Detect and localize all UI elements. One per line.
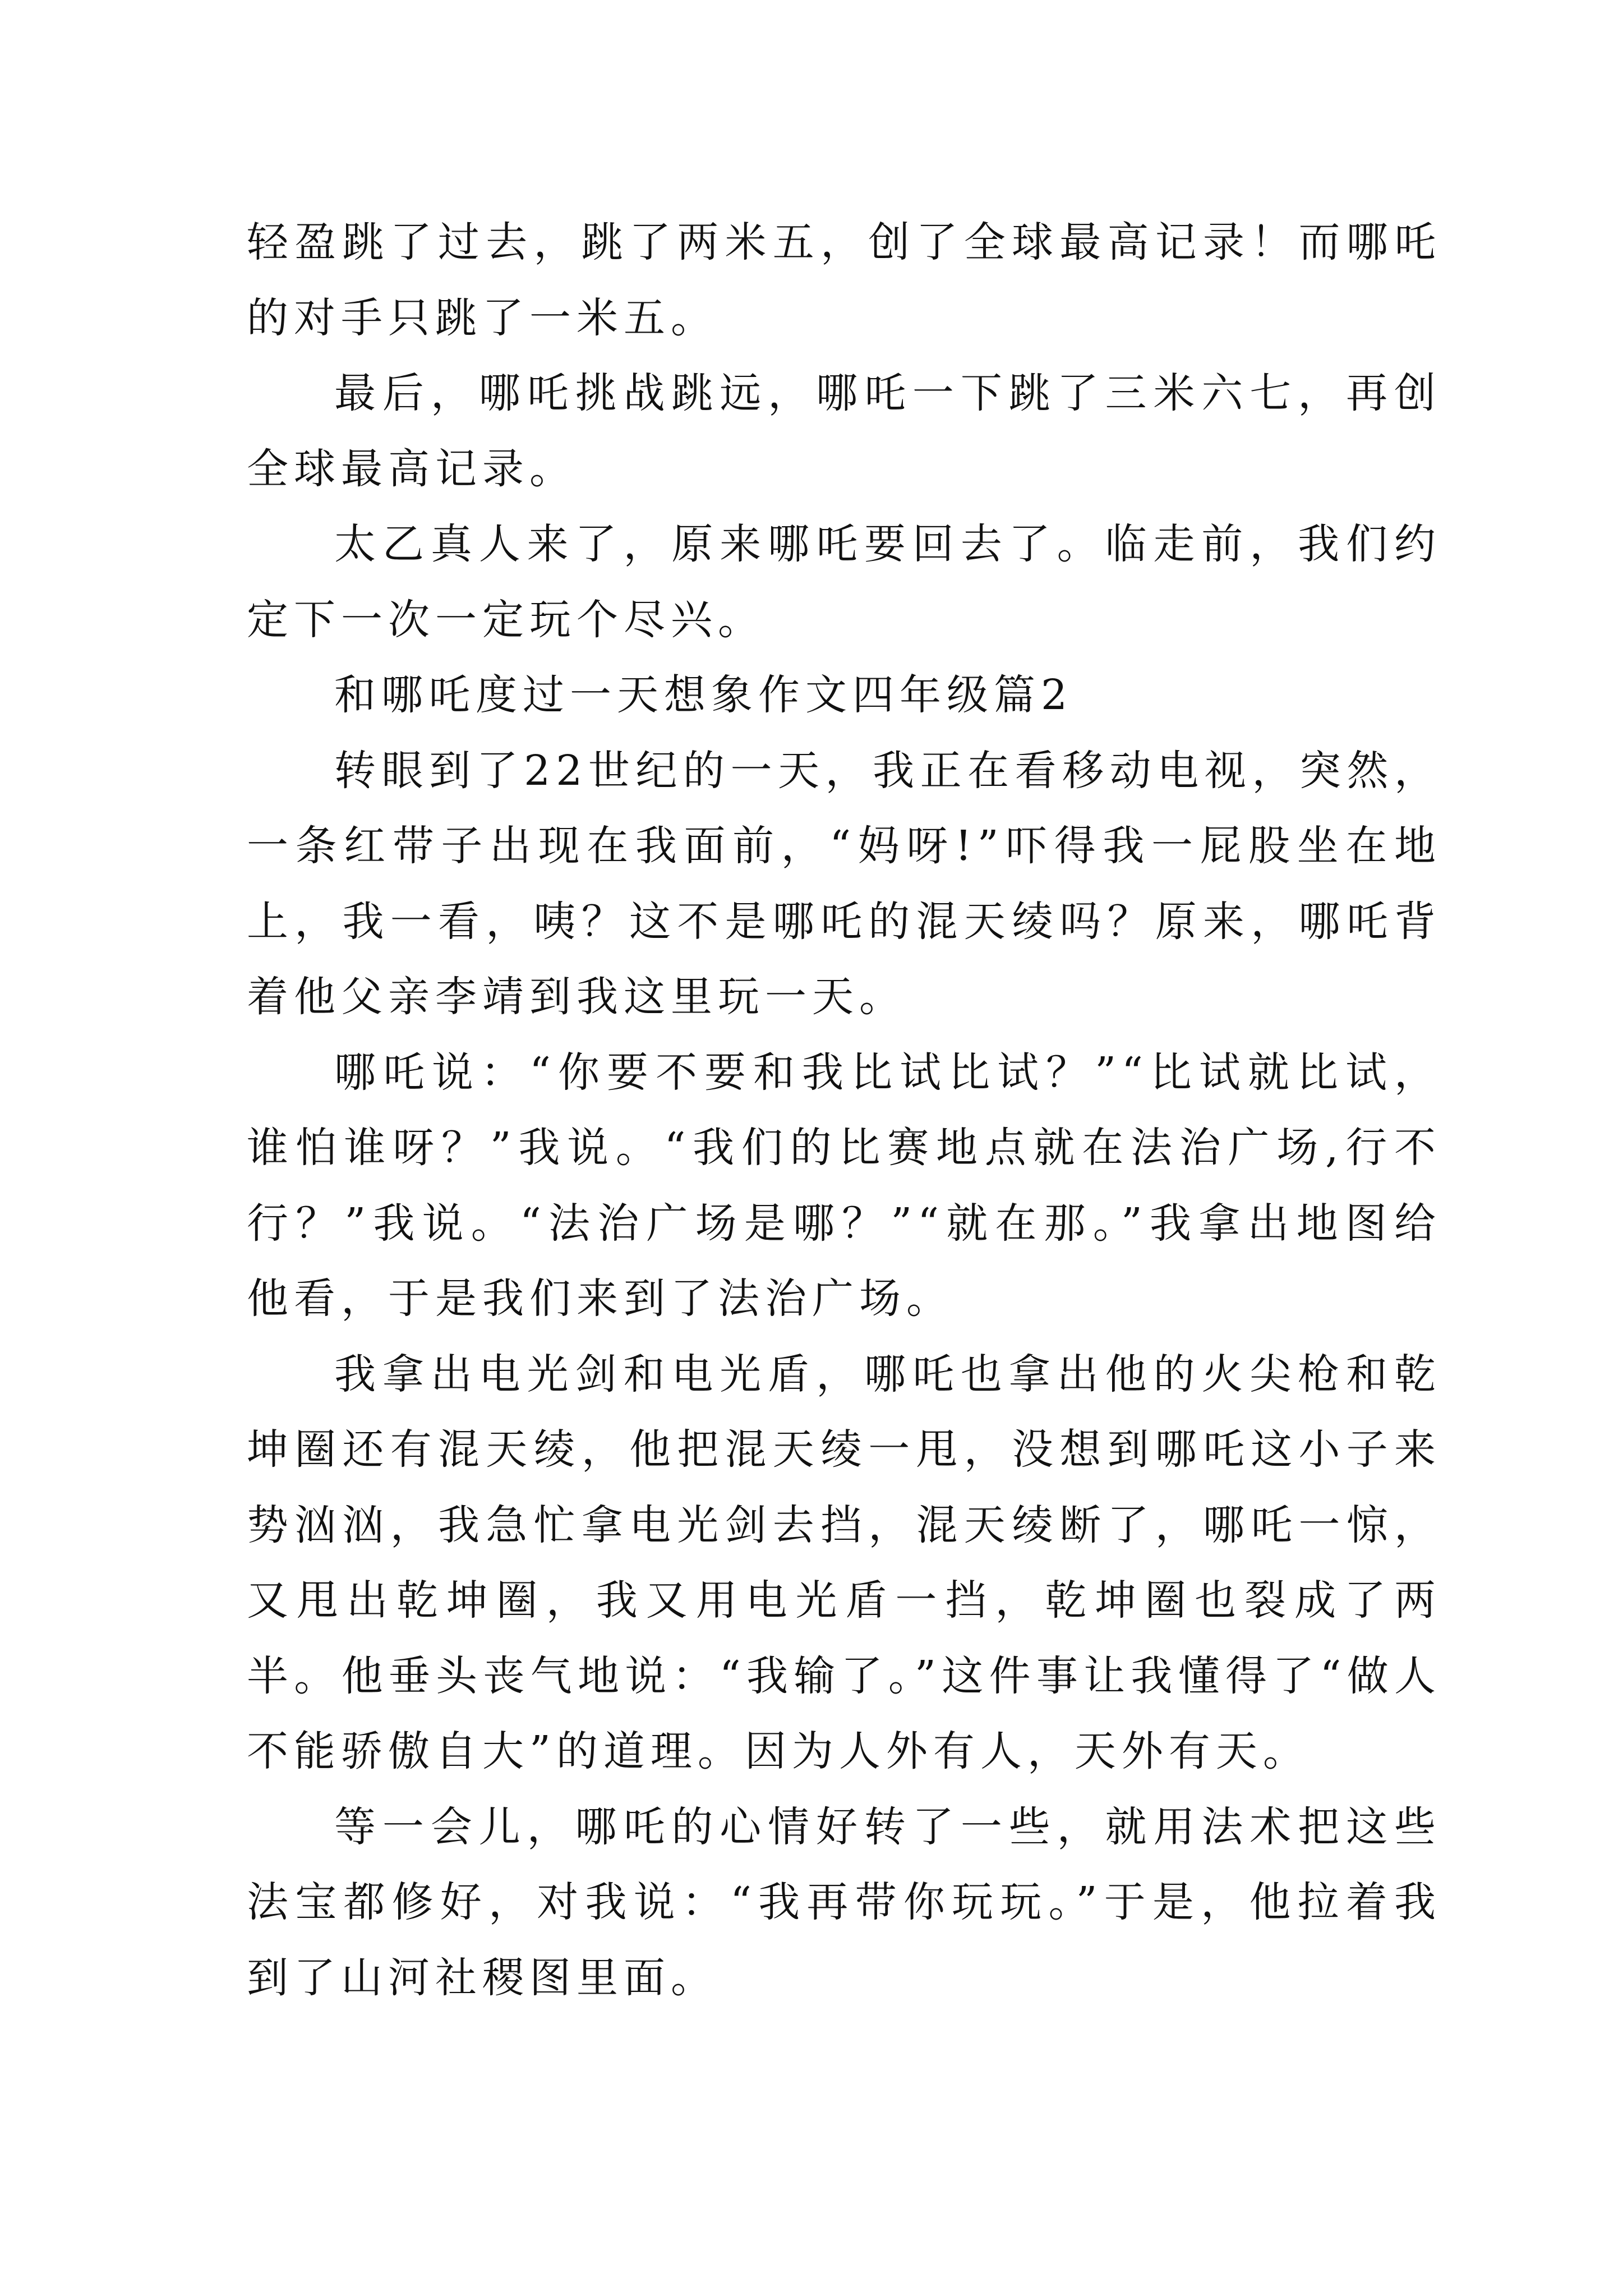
section-heading: 和哪吒度过一天想象作文四年级篇2 [334,671,1073,719]
paragraph-5: 哪吒说：“你要不要和我比试比试？”“比试就比试，谁怕谁呀？”我说。“我们的比赛地点就在法治广场,行不行？”我说。“法治广场是哪？”“就在那。”我拿出地图给他看，于是我们来到了法治广场。 [247,1048,1441,1323]
paragraph-6: 我拿出电光剑和电光盾，哪吒也拿出他的火尖枪和乾坤圈还有混天绫，他把混天绫一甩，没想到哪吒这小子来势汹汹，我急忙拿电光剑去挡，混天绫断了，哪吒一惊，又甩出乾坤圈，我又用电光盾一挡，乾坤圈也裂成了两半。他垂头丧气地说：“我输了。”这件事让我懂得了“做人不能骄傲自大”的道理。因为人外有人，天外有天。 [247,1350,1441,1775]
paragraph-2: 最后，哪吒挑战跳远，哪吒一下跳了三米六七，再创全球最高记录。 [247,369,1441,493]
paragraph-3: 太乙真人来了，原来哪吒要回去了。临走前，我们约定下一次一定玩个尽兴。 [247,520,1441,644]
paragraph-7: 等一会儿，哪吒的心情好转了一些，就用法术把这些法宝都修好，对我说：“我再带你玩玩。”于是，他拉着我到了山河社稷图里面。 [247,1802,1441,2002]
paragraph-4: 转眼到了22世纪的一天，我正在看移动电视，突然，一条红带子出现在我面前，“妈呀!”吓得我一屁股坐在地上，我一看，咦？这不是哪吒的混天绫吗？原来，哪吒背着他父亲李靖到我这里玩一天。 [247,746,1441,1021]
paragraph-1: 轻盈跳了过去，跳了两米五，创了全球最高记录！而哪吒的对手只跳了一米五。 [247,218,1441,342]
document-body [247,205,1441,2016]
